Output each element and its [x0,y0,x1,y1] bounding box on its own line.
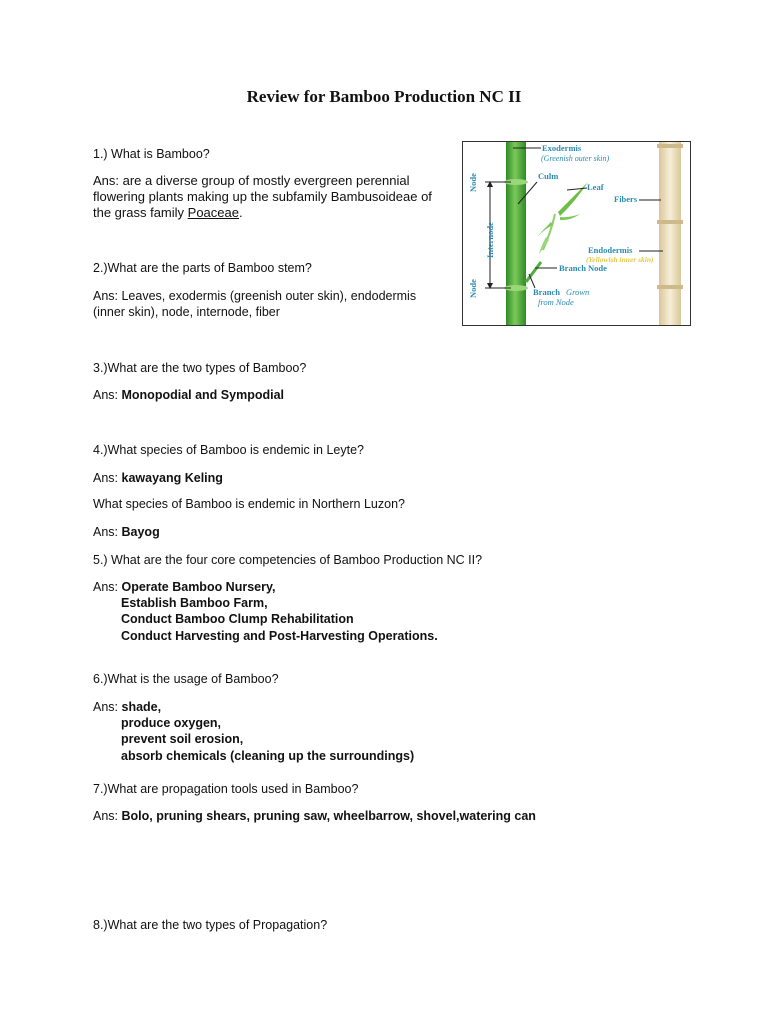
label-branch: Branch [533,287,560,297]
answer-1 [93,173,453,222]
answer-5-list [121,595,438,644]
label-from-node: from Node [538,297,574,307]
green-culm [506,142,526,325]
answer-6-item-4: absorb chemicals (cleaning up the surroundings) [121,748,415,763]
label-node-bottom: Node [468,279,478,298]
answer-5-item-4: Conduct Harvesting and Post-Harvesting Operations. [121,628,438,643]
bamboo-diagram [462,141,691,326]
answer-3-prefix: Ans: [93,388,122,402]
label-culm: Culm [538,171,559,181]
label-exodermis-sub: (Greenish outer skin) [541,154,610,163]
answer-4 [93,470,223,486]
label-leaf: Leaf [587,182,604,192]
answer-5-prefix: Ans: [93,580,122,594]
answer-4b-prefix: Ans: [93,525,122,539]
label-fibers: Fibers [614,194,638,204]
answer-1-end: . [238,205,243,221]
answer-6-item-1: shade, [121,700,162,714]
answer-6-item-2: produce oxygen, [121,716,222,730]
answer-5 [93,579,275,595]
question-7: 7.)What are propagation tools used in Bamboo? [93,782,359,796]
question-8: 8.)What are the two types of Propagation? [93,918,328,932]
answer-2-line-1: Ans: Leaves, exodermis (greenish outer skin), endodermis [93,289,417,303]
answer-4b [93,524,160,540]
answer-7-text: Bolo, pruning shears, pruning saw, wheelbarrow, shovel,watering can [121,809,536,823]
label-internode: Internode [485,222,495,258]
label-branch-node: Branch Node [559,263,607,273]
answer-7 [93,808,536,824]
fiber-stem [659,142,681,325]
page-title: Review for Bamboo Production NC II [246,87,522,106]
answer-5-item-3: Conduct Bamboo Clump Rehabilitation [121,612,354,627]
poaceae-link[interactable]: Poaceae [187,205,239,221]
leaf-icon [558,182,588,216]
answer-7-prefix: Ans: [93,809,122,823]
question-3: 3.)What are the two types of Bamboo? [93,361,307,375]
question-5: 5.) What are the four core competencies of Bamboo Production NC II? [93,553,483,567]
answer-2-line-2: (inner skin), node, internode, fiber [93,305,280,319]
answer-6-item-3: prevent soil erosion, [121,732,244,747]
label-endodermis-sub: (Yellowish inner skin) [586,255,654,264]
answer-3-text: Monopodial and Sympodial [121,388,284,402]
answer-6 [93,699,161,715]
label-exodermis: Exodermis [542,143,582,153]
answer-4b-text: Bayog [121,525,160,539]
label-endodermis: Endodermis [588,245,633,255]
answer-3 [93,387,284,403]
question-1: 1.) What is Bamboo? [93,147,210,161]
answer-4-text: kawayang Keling [121,471,223,485]
answer-4-prefix: Ans: [93,471,122,485]
question-2: 2.)What are the parts of Bamboo stem? [93,261,312,275]
answer-6-list [121,715,414,764]
answer-5-item-2: Establish Bamboo Farm, [121,596,268,610]
answer-5-item-1: Operate Bamboo Nursery, [121,580,276,594]
question-4b: What species of Bamboo is endemic in Northern Luzon? [93,497,405,511]
question-4: 4.)What species of Bamboo is endemic in Leyte? [93,443,364,457]
answer-1-text: Ans: are a diverse group of mostly evergreen perennial flowering plants making up the subfamily Bambusoideae of the grass family [93,173,432,221]
question-6: 6.)What is the usage of Bamboo? [93,672,279,686]
label-grown: Grown [566,287,590,297]
answer-6-prefix: Ans: [93,700,122,714]
label-node-top: Node [468,173,478,192]
